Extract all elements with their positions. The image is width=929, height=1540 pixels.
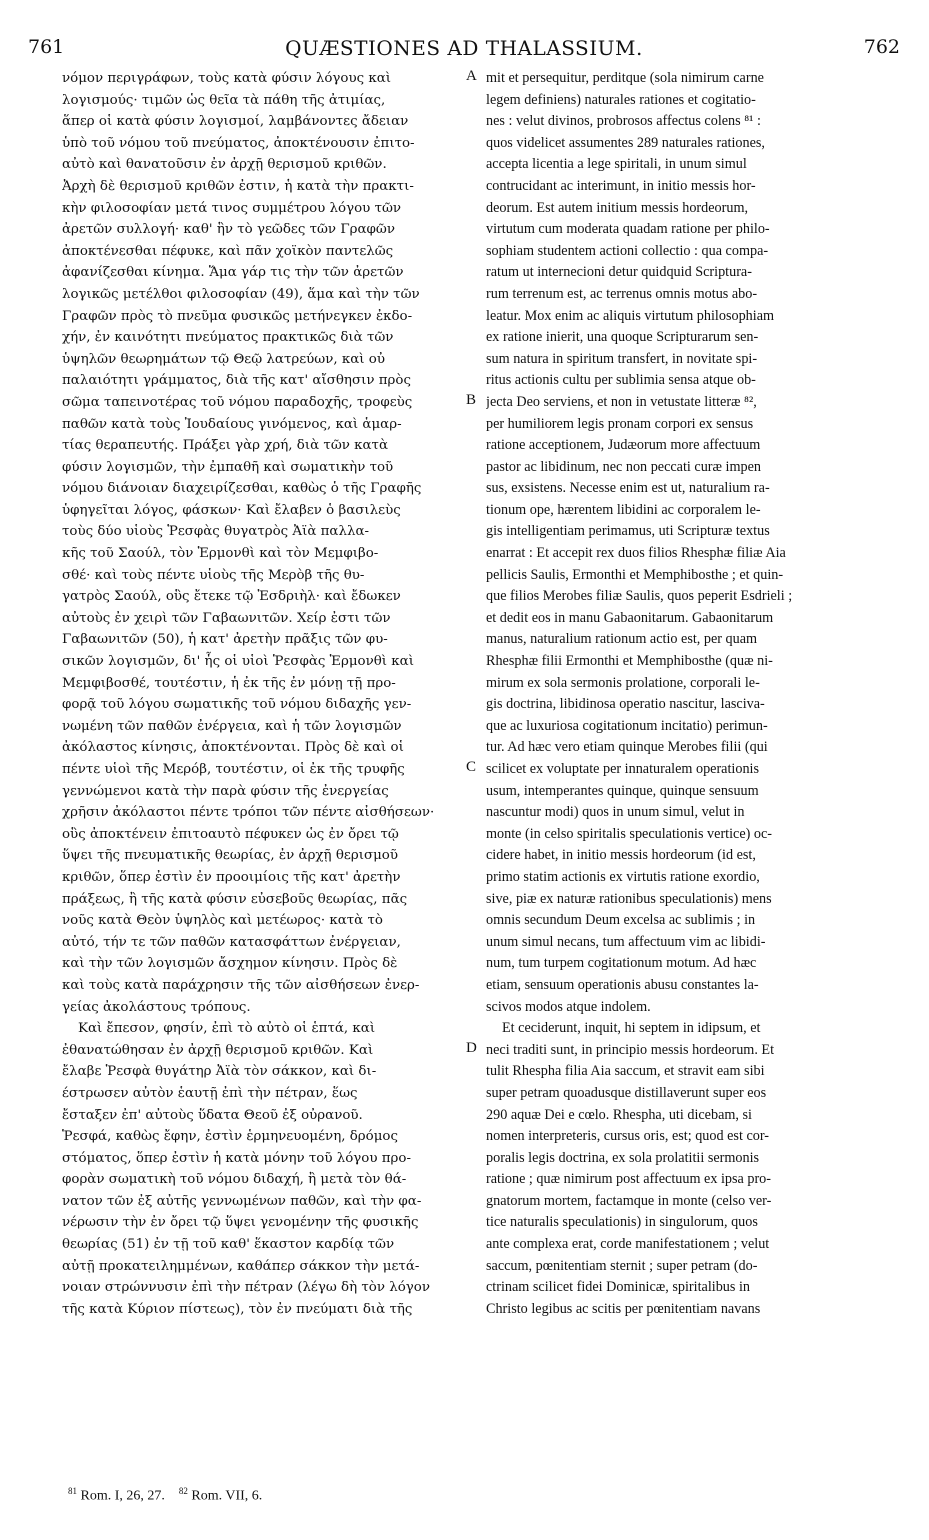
running-title: QUÆSTIONES AD THALASSIUM. <box>285 36 643 60</box>
text-line: rum terrenum est, ac terrenus omnis motus abo- <box>486 285 758 302</box>
text-line: σῶμα ταπεινοτέρας τοῦ νόμου παραδοχῆς, τροφεὺς <box>62 394 413 410</box>
text-line: tionum ope, hærentem libidini ac corporalem le- <box>486 501 761 518</box>
text-line: γεννώμενοι κατὰ τὴν παρὰ φύσιν τῆς ἐνεργείας <box>62 783 389 799</box>
text-line: manus, naturalium rationum actio est, per quam <box>486 631 758 648</box>
text-line: tice naturalis speculationis) in singulorum, quos <box>486 1214 758 1231</box>
latin-column <box>486 68 894 1320</box>
text-line: αὐτοὺς ἐν χειρὶ τῶν Γαβαωνιτῶν. Χείρ ἐστι τῶν <box>62 610 391 626</box>
text-line: Καὶ ἔπεσον, φησίν, ἐπὶ τὸ αὐτὸ οἱ ἑπτά, καὶ <box>78 1021 376 1037</box>
margin-marker-b: B <box>466 392 477 408</box>
text-line: νωμένη τῶν παθῶν ἐνέργεια, καὶ ἡ τῶν λογισμῶν <box>62 718 402 734</box>
text-line: unum simul necans, tum affectuum vim ac libidi- <box>486 933 766 950</box>
text-line: νοῦς κατὰ Θεὸν ὑψηλὸς καὶ μετέωρος· κατὰ τὸ <box>62 913 383 929</box>
text-line: ὑπὸ τοῦ νόμου τοῦ πνεύματος, ἀποκτένουσιν ἐπιτο- <box>62 135 415 151</box>
text-line: γείας ἀκολάστους τρόπους. <box>62 999 251 1015</box>
text-line: ὑψηλῶν θεωρημάτων τῷ Θεῷ λατρεύων, καὶ οὐ <box>62 351 386 367</box>
text-line: sus, exsistens. Necesse enim est ut, naturalium ra- <box>486 480 770 497</box>
text-line: que filios Merobes filiæ Saulis, quos peperit Esdrieli ; <box>486 588 793 605</box>
text-line: ὕψει τῆς πνευματικῆς θεωρίας, ἐν ἀρχῇ θερισμοῦ <box>62 848 398 864</box>
text-line: deorum. Est autem initium messis hordeorum, <box>486 199 749 216</box>
text-line: φορᾷ τοῦ λόγου σωματικῆς τοῦ νόμου διδαχῆς γεν- <box>62 697 412 713</box>
text-line: νόμον περιγράφων, τοὺς κατὰ φύσιν λόγους καὶ <box>62 71 392 86</box>
text-line: sum natura in spiritum transfert, in novitate spi- <box>486 350 758 367</box>
text-line: ratione acceptionem, Judæorum more affectuum <box>486 437 761 454</box>
text-line: Rhesphæ filii Ermonthi et Memphibosthe (quæ ni- <box>486 653 773 670</box>
text-line: pellicis Saulis, Ermonthi et Memphibosthe ; et quin- <box>486 566 784 583</box>
text-line: κριθῶν, ὅπερ ἐστὶν ἐν προοιμίοις τῆς κατ' ἀρετὴν <box>62 869 401 885</box>
text-line: gnatorum mortem, factamque in monte (celso ver- <box>486 1192 772 1209</box>
text-line: scivos modos atque indolem. <box>486 998 651 1015</box>
text-line: mirum ex sola sermonis prolatione, corporali le- <box>486 674 760 691</box>
text-line: accepta licentia a lege spiritali, in unum simul <box>486 156 747 173</box>
text-line: τοὺς δύο υἱοὺς Ῥεσφὰς θυγατρὸς Ἀϊὰ παλλα- <box>62 524 370 540</box>
text-line: Ῥεσφά, καθὼς ἔφην, ἐστὶν ἑρμηνευομένη, δρόμος <box>62 1129 398 1145</box>
page-number-right: 762 <box>863 36 900 58</box>
text-line: scilicet ex voluptate per innaturalem operationis <box>486 761 760 777</box>
text-line: Et ceciderunt, inquit, hi septem in idipsum, et <box>502 1020 761 1037</box>
text-line: gis intelligentiam perimamus, uti Scripturæ textus <box>486 523 770 540</box>
margin-marker-a: A <box>466 68 477 84</box>
text-line: πέντε υἱοὶ τῆς Μερόβ, τουτέστιν, οἱ ἐκ τῆς τρυφῆς <box>62 762 405 777</box>
text-line: ἔσταξεν ἐπ' αὐτοὺς ὕδατα Θεοῦ ἐξ οὐρανοῦ. <box>62 1107 363 1123</box>
text-line: sophiam studentem actioni collectio : qua compa- <box>486 242 769 259</box>
text-line: ὑφηγεῖται λόγος, φάσκων· Καὶ ἔλαβεν ὁ βασιλεὺς <box>62 502 401 518</box>
margin-marker-d: D <box>466 1040 477 1056</box>
text-line: quos videlicet assumentes 289 naturales rationes, <box>486 134 765 151</box>
text-line: καὶ τοὺς κατὰ παράχρησιν τῆς τῶν αἰσθήσεων ἐνερ- <box>62 977 420 993</box>
text-line: νοιαν στρώννυσιν ἐπὶ τὴν πέτραν (λέγω δὴ τὸν λόγον <box>62 1280 431 1296</box>
text-line: sive, piæ ex naturæ rationibus speculationis) mens <box>486 890 772 907</box>
text-line: tulit Rhespha filia Aia saccum, et stravit eam sibi <box>486 1063 765 1080</box>
text-line: per humiliorem legis pronam corpori ex sensus <box>486 415 754 432</box>
text-line: ex ratione inierit, una quoque Scripturarum sen- <box>486 329 759 346</box>
text-line: κὴν φιλοσοφίαν μετά τινος συμμέτρου λόγου τῶν <box>62 200 402 216</box>
text-line: legem definiens) naturales rationes et cogitatio- <box>486 91 756 108</box>
text-line: ctrinam scilicet fidei Dominicæ, spiritalibus in <box>486 1279 750 1296</box>
text-line: ἐθανατώθησαν ἐν ἀρχῇ θερισμοῦ κριθῶν. Καὶ <box>62 1042 374 1058</box>
text-line: τίας θεραπευτής. Πράξει γὰρ χρή, διὰ τῶν κατὰ <box>62 438 388 454</box>
text-line: virtutum cum moderata quadam ratione per philo- <box>486 221 770 238</box>
text-line: λογικῶς μετέλθοι φιλοσοφίαν (49), ἅμα καὶ τὴν τῶν <box>62 286 420 302</box>
text-line: 290 aquæ Dei e cœlo. Rhespha, uti dicebam, si <box>486 1106 752 1123</box>
text-line: έστρωσεν αὐτὸν ἑαυτῇ ἐπὶ τὴν πέτραν, ἕως <box>62 1085 358 1101</box>
text-line: que ac luxuriosa cogitationum incitatio) perimun- <box>486 717 768 734</box>
text-line: Γαβαωνιτῶν (50), ἡ κατ' ἀρετὴν πρᾶξις τῶν φυ- <box>62 632 388 648</box>
text-line: usum, intemperantes quinque, quinque sensuum <box>486 782 759 799</box>
text-line: primo statim actionis ex virtutis ratione exordio, <box>486 868 760 885</box>
text-line: nes : velut divinos, probrosos affectus colens ⁸¹ : <box>486 113 761 130</box>
footnote-ref-82: Rom. VII, 6. <box>191 1488 263 1504</box>
text-line: χήν, ἐν καινότητι πνεύματος πρακτικῶς διὰ τῶν <box>62 330 394 346</box>
text-line: mit et persequitur, perditque (sola nimirum carne <box>486 70 764 86</box>
footnotes <box>68 1486 262 1505</box>
text-line: αὐτό, τήν τε τῶν παθῶν κατασφάττων ἐνέργειαν, <box>62 934 401 950</box>
text-line: ratum ut internecioni detur quidquid Scriptura- <box>486 264 752 281</box>
text-line: contrucidant ac interimunt, in initio messis hor- <box>486 177 756 194</box>
text-line: καὶ τὴν τῶν λογισμῶν ἄσχημον κίνησιν. Πρὸς δὲ <box>62 956 398 972</box>
text-line: λογισμούς· τιμῶν ὡς θεῖα τὰ πάθη τῆς ἀτιμίας, <box>62 92 386 108</box>
text-line: παθῶν κατὰ τοὺς Ἰουδαίους γινόμενος, καὶ ἁμαρ- <box>62 416 402 432</box>
text-line: super petram quoadusque distillaverunt super eos <box>486 1084 767 1101</box>
text-line: αὐτῇ προκατειλημμένων, καθάπερ σάκκον τὴν μετά- <box>62 1258 420 1274</box>
text-line: Ἀρχὴ δὲ θερισμοῦ κριθῶν ἐστιν, ἡ κατὰ τὴν πρακτι- <box>62 178 414 194</box>
text-line: nascuntur modi) quos in unum simul, velut in <box>486 804 745 821</box>
text-line: ἀκόλαστος κίνησις, ἀποκτένονται. Πρὸς δὲ καὶ οἱ <box>62 740 404 756</box>
text-line: ante complexa erat, corde manifestationem ; velut <box>486 1236 770 1253</box>
text-line: neci traditi sunt, in principio messis hordeorum. Et <box>486 1041 775 1058</box>
text-line: ritus actionis cultu per sublimia sensa atque ob- <box>486 372 756 389</box>
text-line: nomen interpreteris, cursus oris, est; quod est cor- <box>486 1128 770 1145</box>
text-line: νόμου διάνοιαν διαχειρίζεσθαι, καθὼς ὁ τῆς Γραφῆς <box>62 481 422 497</box>
text-line: φορὰν σωματικὴ τοῦ νόμου διδαχή, ἢ μετὰ τὸν θά- <box>62 1172 407 1188</box>
text-line: leatur. Mox enim ac aliquis virtutum philosophiam <box>486 307 775 324</box>
footnote-number-82: 82 <box>178 1486 188 1496</box>
text-line: γατρὸς Σαούλ, οὓς ἔτεκε τῷ Ἐσδριὴλ· καὶ ἔδωκεν <box>62 589 401 605</box>
text-line: enarrat : Et accepit rex duos filios Rhesphæ filiæ Aia <box>486 545 786 562</box>
text-line: saccum, pœnitentiam sternit ; super petram (do- <box>486 1257 758 1274</box>
text-line: Christo legibus ac scitis per pœnitentiam navans <box>486 1300 761 1317</box>
text-line: ἅπερ οἱ κατὰ φύσιν λογισμοί, λαμβάνοντες ἄδειαν <box>62 114 409 130</box>
greek-column <box>62 68 462 1320</box>
text-line: κῆς τοῦ Σαούλ, τὸν Ἑρμονθὶ καὶ τὸν Μεμφιβο- <box>62 546 379 562</box>
text-line: ratione ; quæ nimirum post affectuum ex ipsa pro- <box>486 1171 772 1188</box>
text-line: οὓς ἀποκτένειν ἐπιτοαυτὸ πέφυκεν ὡς ἐν ὄρει τῷ <box>62 826 399 842</box>
text-line: σικῶν λογισμῶν, δι' ἧς οἱ υἱοὶ Ῥεσφὰς Ἑρμονθὶ καὶ <box>62 654 414 670</box>
page-number-left: 761 <box>28 36 65 58</box>
footnote-number-81: 81 <box>68 1486 77 1496</box>
text-line: gis doctrina, libidinosa operatio nascitur, lasciva- <box>486 696 765 713</box>
text-line: ἀποκτένεσθαι πέφυκε, καὶ πᾶν χοϊκὸν παντελῶς <box>62 243 394 259</box>
text-line: Γραφῶν πρὸς τὸ πνεῦμα φυσικῶς μετήνεγκεν ἐκδο- <box>62 308 413 324</box>
text-line: poralis legis doctrina, ex sola prolatitii sermonis <box>486 1149 760 1166</box>
text-line: omnis secundum Deum excelsa ac sublimis ; in <box>486 912 756 929</box>
text-line: νέρωσιν τὴν ἐν ὄρει τῷ ὕψει γενομένην τῆς φυσικῆς <box>62 1215 419 1231</box>
text-line: θεωρίας (51) ἐν τῇ τοῦ καθ' ἕκαστον καρδίᾳ τῶν <box>62 1237 395 1253</box>
text-line: στόματος, ὅπερ ἐστὶν ἡ κατὰ μόνην τοῦ λόγου προ- <box>62 1150 412 1166</box>
text-line: etiam, sensuum operationis abusu constantes la- <box>486 976 759 993</box>
text-line: σθέ· καὶ τοὺς πέντε υἱοὺς τῆς Μερὸβ τῆς θυ- <box>62 567 365 583</box>
text-line: cidere habet, in initio messis hordeorum (id est, <box>486 847 756 864</box>
text-line: ἀφανίζεσθαι κίνημα. Ἅμα γάρ τις τὴν τῶν ἀρετῶν <box>62 265 404 281</box>
text-line: Μεμφιβοσθέ, τουτέστιν, ἡ ἐκ τῆς ἐν μόνῃ τῇ προ- <box>62 675 396 691</box>
text-line: num, tum turpem cogitationum motum. Ad hæc <box>486 955 757 972</box>
text-line: ἔλαβε Ῥεσφὰ θυγάτηρ Ἀϊὰ τὸν σάκκον, καὶ δι- <box>62 1064 377 1080</box>
text-line: νατον τῶν ἐξ αὐτῆς γεννωμένων παθῶν, καὶ τὴν φα- <box>62 1193 422 1209</box>
text-line: παλαιότητι γράμματος, διὰ τῆς κατ' αἴσθησιν πρὸς <box>62 373 411 389</box>
text-line: ἀρετῶν συλλογή· καθ' ἣν τὸ γεῶδες τῶν Γραφῶν <box>62 222 395 238</box>
margin-marker-c: C <box>466 759 477 775</box>
text-line: et dedit eos in manu Gabaonitarum. Gabaonitarum <box>486 609 774 626</box>
text-line: αὐτὸ καὶ θανατοῦσιν ἐν ἀρχῇ θερισμοῦ κριθῶν. <box>62 157 387 173</box>
footnote-ref-81: Rom. I, 26, 27. <box>80 1488 165 1504</box>
text-line: tur. Ad hæc vero etiam quinque Merobes filii (qui <box>486 739 768 756</box>
text-line: τῆς κατὰ Κύριον πίστεως), τὸν ἐν πνεύματι διὰ τῆς <box>62 1301 413 1317</box>
page-header <box>28 36 900 64</box>
text-line: monte (in celso spiritalis speculationis vertice) oc- <box>486 825 773 842</box>
text-line: πράξεως, ἢ τῆς κατὰ φύσιν εὐσεβοῦς θεωρίας, πᾶς <box>62 891 408 907</box>
text-line: φύσιν λογισμῶν, τὴν ἐμπαθῆ καὶ σωματικὴν τοῦ <box>62 459 394 475</box>
text-line: pastor ac libidinum, nec non peccati curæ impen <box>486 458 761 475</box>
text-line: χρῆσιν ἀκόλαστοι πέντε τρόποι τῶν πέντε αἰσθήσεων· <box>62 805 435 821</box>
text-line: jecta Deo serviens, et non in vetustate litteræ ⁸², <box>486 393 757 410</box>
